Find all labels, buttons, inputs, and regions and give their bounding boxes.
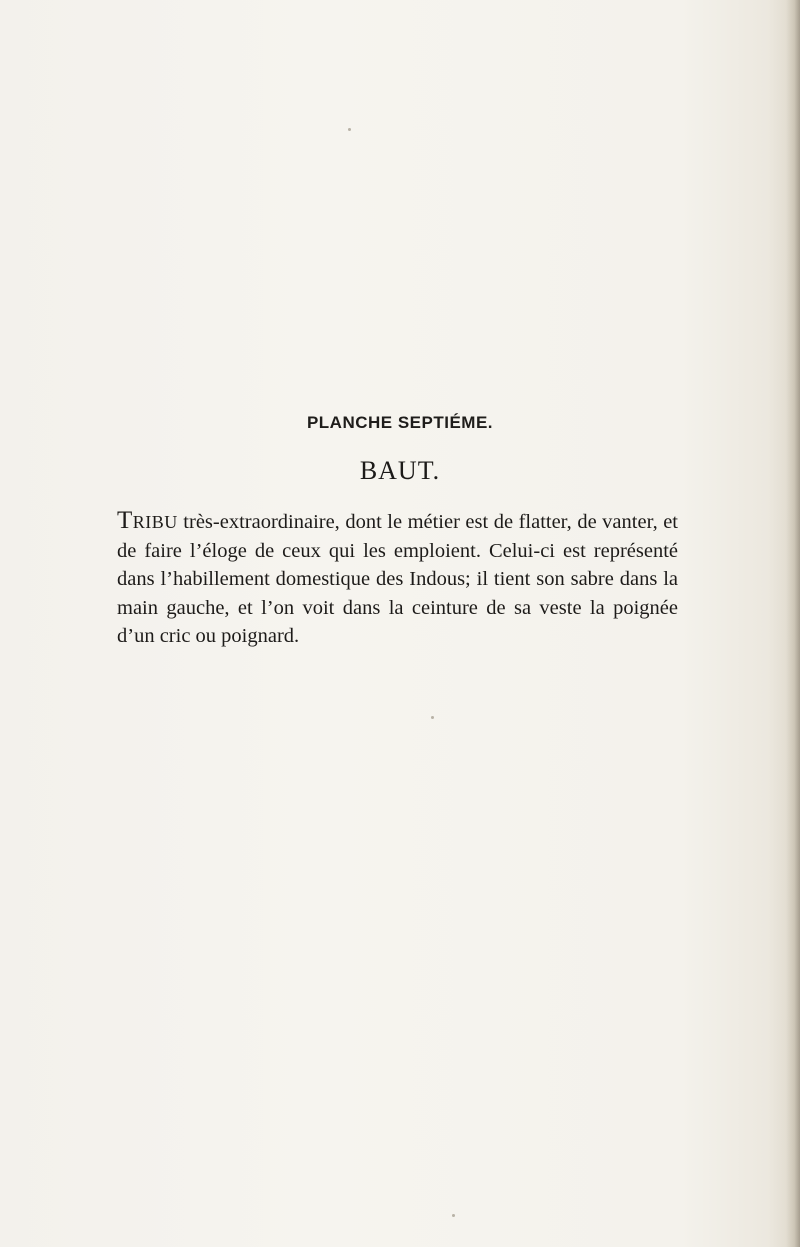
paper-speck: [431, 716, 434, 719]
entry-title: BAUT.: [359, 456, 441, 485]
paper-speck: [452, 1214, 455, 1217]
plate-heading: PLANCHE SEPTIÉME.: [306, 413, 494, 432]
entry-paragraph: [117, 507, 678, 651]
paper-speck: [348, 128, 351, 131]
lead-word: Tribu: [117, 507, 178, 534]
paragraph-text: très-extraordinaire, dont le métier est de flatter, de vanter, et de faire l’éloge de ceux qui les emploient. Celui-ci est représenté dans l’habillement domestique des Indous; il tient son sabre dans la main gauche, et l’on voit dans la ceinture de sa veste la poignée d’un cric ou poignard.: [117, 511, 678, 647]
page-edge-shadow: [786, 0, 800, 1247]
